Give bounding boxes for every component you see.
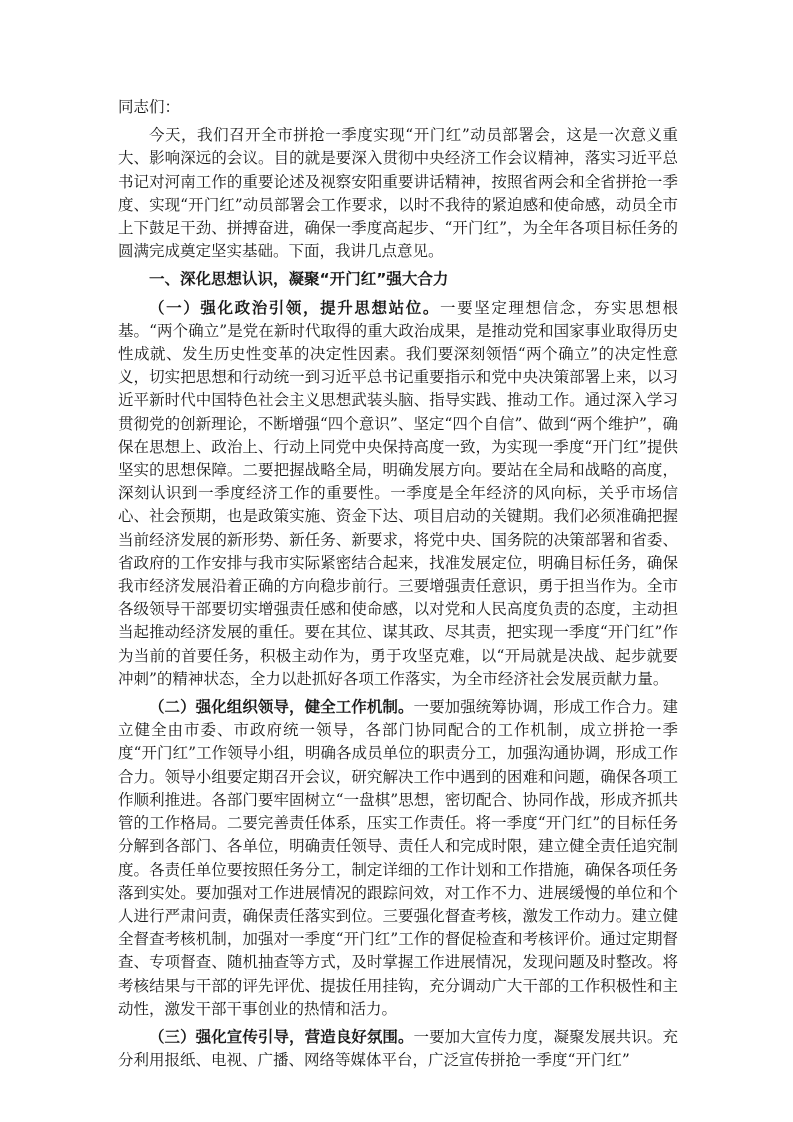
- subsection-3-paragraph: [118, 1026, 678, 1072]
- salutation: 同志们：: [118, 98, 181, 116]
- subsection-1-paragraph: [118, 297, 678, 691]
- subsection-1-body: 一要坚定理想信念，夯实思想根基。“两个确立”是党在新时代取得的重大政治成果，是推动党和国家事业取得历史性成就、发生历史性变革的决定性因素。我们要深刻领悟“两个确立”的决定性意义，切实把思想和行动统一到习近平总书记重要指示和党中央决策部署上来，以习近平新时代中国特色社会主义思想武装头脑、指导实践、推动工作。通过深入学习贯彻党的创新理论，不断增强“四个意识”、坚定“四个自信”、做到“两个维护”，确保在思想上、政治上、行动上同党中央保持高度一致，为实现一季度“开门红”提供坚实的思想保障。二要把握战略全局，明确发展方向。要站在全局和战略的高度，深刻认识到一季度经济工作的重要性。一季度是全年经济的风向标，关乎市场信心、社会预期，也是政策实施、资金下达、项目启动的关键期。我们必须准确把握当前经济发展的新形势、新任务、新要求，将党中央、国务院的决策部署和省委、省政府的工作安排与我市实际紧密结合起来，找准发展定位，明确目标任务，确保我市经济发展沿着正确的方向稳步前行。三要增强责任意识，勇于担当作为。全市各级领导干部要切实增强责任感和使命感，以对党和人民高度负责的态度，主动担当起推动经济发展的重任。要在其位、谋其政、尽其责，把实现一季度“开门红”作为当前的首要任务，积极主动作为，勇于攻坚克难，以“开局就是决战、起步就要冲刺”的精神状态，全力以赴抓好各项工作落实，为全市经济社会发展贡献力量。: [118, 298, 678, 688]
- subsection-2-body: 一要加强统筹协调，形成工作合力。建立健全由市委、市政府统一领导，各部门协同配合的工作机制，成立拼抢一季度“开门红”工作领导小组，明确各成员单位的职责分工，加强沟通协调，形成工作合力。领导小组要定期召开会议，研究解决工作中遇到的困难和问题，确保各项工作顺利推进。各部门要牢固树立“一盘棋”思想，密切配合、协同作战，形成齐抓共管的工作格局。二要完善责任体系，压实工作责任。将一季度“开门红”的目标任务分解到各部门、各单位，明确责任领导、责任人和完成时限，建立健全责任追究制度。各责任单位要按照任务分工，制定详细的工作计划和工作措施，确保各项任务落到实处。要加强对工作进展情况的跟踪问效，对工作不力、进展缓慢的单位和个人进行严肃问责，确保责任落实到位。三要强化督查考核，激发工作动力。建立健全督查考核机制，加强对一季度“开门红”工作的督促检查和考核评价。通过定期督查、专项督查、随机抽查等方式，及时掌握工作进展情况，发现问题及时整改。将考核结果与干部的评先评优、提拔任用挂钩，充分调动广大干部的工作积极性和主动性，激发干部干事创业的热情和活力。: [118, 698, 678, 1018]
- intro-paragraph: 今天，我们召开全市拼抢一季度实现“开门红”动员部署会，这是一次意义重大、影响深远的会议。目的就是要深入贯彻中央经济工作会议精神，落实习近平总书记对河南工作的重要论述及视察安阳重要讲话精神，按照省两会和全省拼抢一季度、实现“开门红”动员部署会工作要求，以时不我待的紧迫感和使命感，动员全市上下鼓足干劲、拼搏奋进，确保一季度高起步、“开门红”，为全年各项目标任务的圆满完成奠定坚实基础。下面，我讲几点意见。: [118, 126, 678, 261]
- subsection-2-heading: （二）强化组织领导，健全工作机制。: [149, 698, 414, 717]
- subsection-2-paragraph: [118, 696, 678, 1021]
- section-1-heading: 一、深化思想认识，凝聚“开门红”强大合力: [149, 270, 449, 289]
- subsection-3-body: 一要加大宣传力度，凝聚发展共识。充分利用报纸、电视、广播、网络等媒体平台，广泛宣传拼抢一季度“开门红”: [118, 1027, 678, 1070]
- subsection-1-heading: （一）强化政治引领，提升思想站位。: [149, 298, 440, 317]
- document-page: [118, 96, 678, 1077]
- subsection-3-heading: （三）强化宣传引导，营造良好氛围。: [149, 1027, 414, 1046]
